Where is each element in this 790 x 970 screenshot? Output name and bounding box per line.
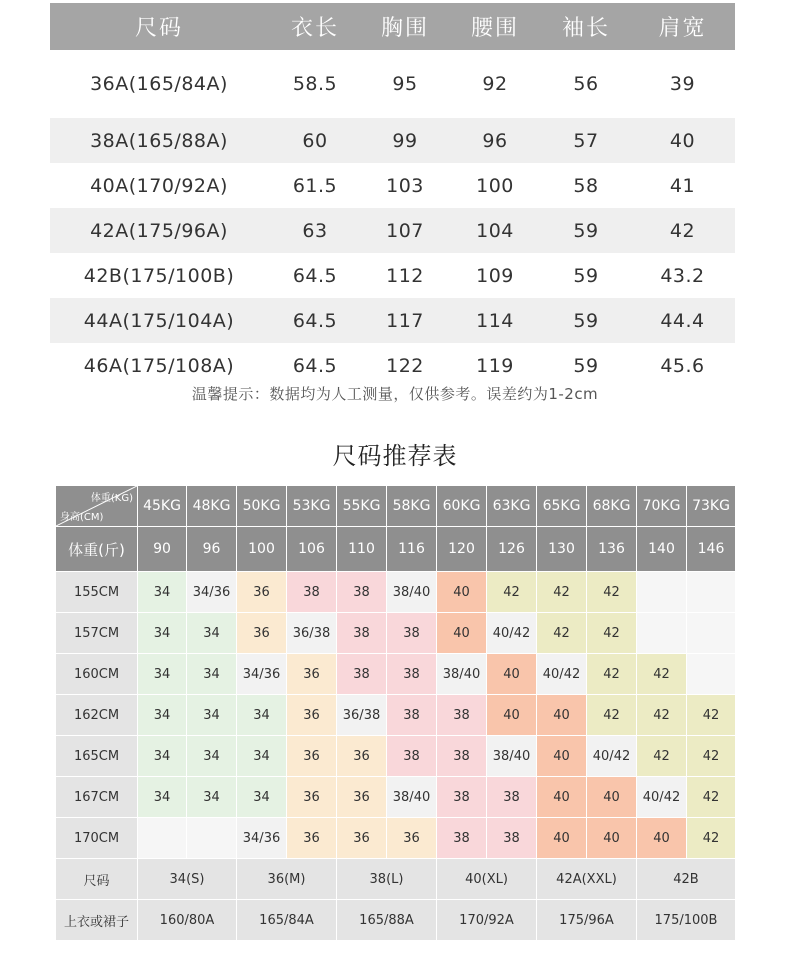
size-code-cell: 34(S) xyxy=(138,859,237,900)
size-cell-bust: 95 xyxy=(392,73,418,95)
size-recommend-cell: 40 xyxy=(537,695,587,736)
size-recommend-cell: 36 xyxy=(287,695,337,736)
size-code-cell: 42B xyxy=(637,859,736,900)
header-waist: 腰围 xyxy=(448,3,542,50)
weight-jin-cell: 120 xyxy=(437,527,487,572)
header-shoulder: 肩宽 xyxy=(630,3,735,50)
height-label: 170CM xyxy=(56,818,138,859)
size-recommend-cell: 40 xyxy=(437,613,487,654)
size-cell-shoulder: 42 xyxy=(630,208,735,253)
size-recommend-cell: 38 xyxy=(337,613,387,654)
size-cell-size: 42A(175/96A) xyxy=(50,208,268,253)
size-recommend-cell: 38 xyxy=(437,818,487,859)
height-label: 155CM xyxy=(56,572,138,613)
garment-row xyxy=(56,900,736,941)
size-cell-bust: 112 xyxy=(386,264,424,287)
weight-kg-cell: 68KG xyxy=(587,486,637,527)
size-cell-shoulder: 44.4 xyxy=(630,298,735,343)
size-recommend-cell: 40 xyxy=(537,818,587,859)
height-label: 165CM xyxy=(56,736,138,777)
garment-size-cell: 165/88A xyxy=(337,900,437,941)
size-recommend-cell: 38/40 xyxy=(387,777,437,818)
size-recommend-cell: 36 xyxy=(287,736,337,777)
weight-jin-cell: 96 xyxy=(187,527,237,572)
size-cell-length: 63 xyxy=(268,208,362,253)
size-recommend-cell: 38 xyxy=(387,654,437,695)
size-recommend-cell: 34 xyxy=(187,654,237,695)
weight-kg-cell: 65KG xyxy=(537,486,587,527)
height-row xyxy=(56,777,736,818)
garment-size-cell: 165/84A xyxy=(237,900,337,941)
size-cell-sleeve: 59 xyxy=(573,354,599,377)
size-recommend-cell: 34 xyxy=(187,695,237,736)
size-cell-waist: 96 xyxy=(448,118,542,163)
size-recommend-cell: 36 xyxy=(287,654,337,695)
size-row xyxy=(50,253,735,298)
corner-cell xyxy=(56,486,138,527)
weight-jin-cell: 146 xyxy=(687,527,736,572)
size-recommend-cell: 38 xyxy=(437,736,487,777)
size-cell-waist: 119 xyxy=(476,354,514,377)
size-recommend-cell: 34 xyxy=(138,777,187,818)
size-recommend-cell: 42 xyxy=(687,736,736,777)
size-recommend-cell: 36 xyxy=(237,572,287,613)
garment-size-cell: 175/96A xyxy=(537,900,637,941)
size-row-label: 尺码 xyxy=(56,859,138,900)
size-cell-sleeve: 59 xyxy=(542,208,630,253)
size-recommend-cell: 38/40 xyxy=(437,654,487,695)
size-recommend-cell: 34 xyxy=(187,777,237,818)
height-label: 167CM xyxy=(56,777,138,818)
size-recommend-cell: 34 xyxy=(138,572,187,613)
size-recommend-cell: 42 xyxy=(637,736,687,777)
size-recommend-cell xyxy=(187,818,237,859)
size-recommend-cell: 38 xyxy=(487,777,537,818)
size-recommend-cell: 36 xyxy=(337,777,387,818)
height-row xyxy=(56,613,736,654)
size-cell-sleeve: 59 xyxy=(542,298,630,343)
size-recommend-cell: 36 xyxy=(337,736,387,777)
size-cell-waist: 92 xyxy=(482,73,508,95)
size-recommend-cell: 36/38 xyxy=(337,695,387,736)
weight-kg-cell: 45KG xyxy=(138,486,187,527)
size-row xyxy=(50,208,735,253)
size-recommend-cell: 38 xyxy=(287,572,337,613)
size-recommend-cell: 42 xyxy=(687,695,736,736)
size-table xyxy=(50,3,735,388)
weight-kg-cell: 63KG xyxy=(487,486,537,527)
size-cell-length: 60 xyxy=(268,118,362,163)
header-bust: 胸围 xyxy=(362,3,448,50)
size-cell-length: 64.5 xyxy=(268,298,362,343)
size-recommend-cell: 42 xyxy=(637,695,687,736)
size-cell-shoulder: 41 xyxy=(669,174,696,197)
weight-kg-cell: 50KG xyxy=(237,486,287,527)
size-recommend-cell: 38 xyxy=(437,695,487,736)
size-code-cell: 42A(XXL) xyxy=(537,859,637,900)
size-recommend-cell: 42 xyxy=(487,572,537,613)
size-cell-shoulder: 43.2 xyxy=(660,264,705,287)
size-table-header xyxy=(50,3,735,50)
size-recommend-cell xyxy=(637,613,687,654)
weight-kg-cell: 70KG xyxy=(637,486,687,527)
size-recommend-cell: 40 xyxy=(487,695,537,736)
weight-jin-label: 体重(斤) xyxy=(56,527,138,572)
garment-size-cell: 175/100B xyxy=(637,900,736,941)
size-recommend-cell: 38 xyxy=(337,572,387,613)
size-recommend-cell: 38 xyxy=(387,613,437,654)
size-cell-length: 64.5 xyxy=(292,354,338,377)
size-cell-bust: 99 xyxy=(362,118,448,163)
size-cell-bust: 117 xyxy=(362,298,448,343)
size-recommend-cell: 34 xyxy=(237,695,287,736)
weight-jin-row xyxy=(56,527,736,572)
size-cell-size: 36A(165/84A) xyxy=(90,73,228,95)
recommend-table xyxy=(55,485,736,941)
size-code-cell: 40(XL) xyxy=(437,859,537,900)
size-recommend-cell: 40 xyxy=(637,818,687,859)
size-recommend-cell: 38 xyxy=(487,818,537,859)
size-cell-size: 40A(170/92A) xyxy=(90,174,228,197)
size-cell-length: 58.5 xyxy=(292,73,338,95)
size-recommend-cell: 40 xyxy=(537,736,587,777)
size-recommend-cell: 42 xyxy=(587,695,637,736)
size-recommend-cell: 40 xyxy=(587,818,637,859)
size-code-cell: 36(M) xyxy=(237,859,337,900)
weight-kg-cell: 58KG xyxy=(387,486,437,527)
size-cell-shoulder: 45.6 xyxy=(660,354,705,377)
corner-height-label: 身高(CM) xyxy=(60,512,104,523)
size-recommend-cell: 40 xyxy=(437,572,487,613)
height-row xyxy=(56,695,736,736)
size-cell-bust: 107 xyxy=(362,208,448,253)
size-code-cell: 38(L) xyxy=(337,859,437,900)
size-recommend-cell: 40 xyxy=(487,654,537,695)
size-cell-bust: 122 xyxy=(386,354,424,377)
weight-jin-cell: 100 xyxy=(237,527,287,572)
size-recommend-cell xyxy=(138,818,187,859)
weight-jin-cell: 90 xyxy=(138,527,187,572)
size-recommend-cell: 38 xyxy=(437,777,487,818)
weight-kg-cell: 53KG xyxy=(287,486,337,527)
height-row xyxy=(56,736,736,777)
size-cell-size: 38A(165/88A) xyxy=(50,118,268,163)
height-label: 160CM xyxy=(56,654,138,695)
size-cell-waist: 104 xyxy=(448,208,542,253)
height-row xyxy=(56,654,736,695)
size-recommend-cell: 38 xyxy=(337,654,387,695)
size-recommend-cell: 36 xyxy=(337,818,387,859)
size-recommend-cell: 40/42 xyxy=(587,736,637,777)
size-recommend-cell: 42 xyxy=(687,777,736,818)
size-row xyxy=(50,118,735,163)
size-recommend-cell: 42 xyxy=(587,654,637,695)
garment-row-label: 上衣或裙子 xyxy=(56,900,138,941)
size-cell-waist: 109 xyxy=(476,264,514,287)
size-recommend-cell: 34 xyxy=(237,736,287,777)
size-cell-sleeve: 58 xyxy=(573,174,599,197)
weight-jin-cell: 110 xyxy=(337,527,387,572)
size-recommend-cell: 40/42 xyxy=(537,654,587,695)
size-recommend-cell: 40/42 xyxy=(637,777,687,818)
header-sleeve: 袖长 xyxy=(542,3,630,50)
size-row xyxy=(50,343,735,388)
size-cell-size: 46A(175/108A) xyxy=(83,354,235,377)
size-recommend-cell: 42 xyxy=(537,572,587,613)
size-cell-length: 61.5 xyxy=(292,174,338,197)
size-cell-bust: 103 xyxy=(386,174,424,197)
header-size: 尺码 xyxy=(50,3,268,50)
size-recommend-cell: 34 xyxy=(237,777,287,818)
size-recommend-cell: 42 xyxy=(587,613,637,654)
size-recommend-cell: 38/40 xyxy=(387,572,437,613)
height-row xyxy=(56,572,736,613)
size-recommend-cell: 34 xyxy=(138,613,187,654)
height-row xyxy=(56,818,736,859)
size-recommend-cell: 36 xyxy=(387,818,437,859)
size-cell-waist: 100 xyxy=(476,174,514,197)
size-recommend-cell: 40/42 xyxy=(487,613,537,654)
weight-jin-cell: 130 xyxy=(537,527,587,572)
size-cell-shoulder: 39 xyxy=(669,73,696,95)
size-cell-size: 44A(175/104A) xyxy=(50,298,268,343)
size-recommend-cell: 36 xyxy=(287,777,337,818)
garment-size-cell: 170/92A xyxy=(437,900,537,941)
size-recommend-cell: 40 xyxy=(537,777,587,818)
height-label: 157CM xyxy=(56,613,138,654)
weight-jin-cell: 116 xyxy=(387,527,437,572)
size-recommend-cell: 36/38 xyxy=(287,613,337,654)
size-row xyxy=(50,163,735,208)
size-recommend-cell: 34/36 xyxy=(237,654,287,695)
size-recommend-cell xyxy=(687,654,736,695)
size-row xyxy=(50,298,735,343)
garment-size-cell: 160/80A xyxy=(138,900,237,941)
size-cell-waist: 114 xyxy=(448,298,542,343)
weight-kg-cell: 60KG xyxy=(437,486,487,527)
corner-weight-label: 体重(KG) xyxy=(90,493,133,504)
size-recommend-cell: 36 xyxy=(237,613,287,654)
size-cell-shoulder: 40 xyxy=(630,118,735,163)
size-row xyxy=(50,50,735,118)
weight-jin-cell: 106 xyxy=(287,527,337,572)
size-recommend-cell: 34 xyxy=(187,613,237,654)
weight-kg-cell: 55KG xyxy=(337,486,387,527)
size-recommend-cell: 34/36 xyxy=(237,818,287,859)
size-recommend-cell: 42 xyxy=(637,654,687,695)
size-recommend-cell: 34 xyxy=(138,695,187,736)
size-recommend-cell: 42 xyxy=(587,572,637,613)
size-cell-sleeve: 56 xyxy=(573,73,599,95)
measurement-tip: 温馨提示：数据均为人工测量，仅供参考。误差约为1-2cm xyxy=(191,385,599,403)
weight-kg-cell: 73KG xyxy=(687,486,736,527)
size-recommend-cell: 40 xyxy=(587,777,637,818)
recommend-title: 尺码推荐表 xyxy=(332,442,458,470)
size-recommend-cell: 42 xyxy=(537,613,587,654)
weight-kg-cell: 48KG xyxy=(187,486,237,527)
size-label-row xyxy=(56,859,736,900)
size-cell-sleeve: 57 xyxy=(542,118,630,163)
weight-jin-cell: 136 xyxy=(587,527,637,572)
size-recommend-cell: 42 xyxy=(687,818,736,859)
height-label: 162CM xyxy=(56,695,138,736)
size-recommend-cell: 36 xyxy=(287,818,337,859)
size-recommend-cell: 38/40 xyxy=(487,736,537,777)
size-recommend-cell: 38 xyxy=(387,736,437,777)
size-recommend-cell xyxy=(687,572,736,613)
size-recommend-cell: 34 xyxy=(138,654,187,695)
size-recommend-cell: 34 xyxy=(138,736,187,777)
size-recommend-cell: 38 xyxy=(387,695,437,736)
size-cell-size: 42B(175/100B) xyxy=(83,264,235,287)
size-recommend-cell: 34 xyxy=(187,736,237,777)
size-recommend-cell xyxy=(637,572,687,613)
size-recommend-cell xyxy=(687,613,736,654)
weight-kg-row xyxy=(56,486,736,527)
size-cell-sleeve: 59 xyxy=(573,264,599,287)
header-length: 衣长 xyxy=(268,3,362,50)
weight-jin-cell: 126 xyxy=(487,527,537,572)
size-cell-length: 64.5 xyxy=(292,264,338,287)
size-recommend-cell: 34/36 xyxy=(187,572,237,613)
weight-jin-cell: 140 xyxy=(637,527,687,572)
